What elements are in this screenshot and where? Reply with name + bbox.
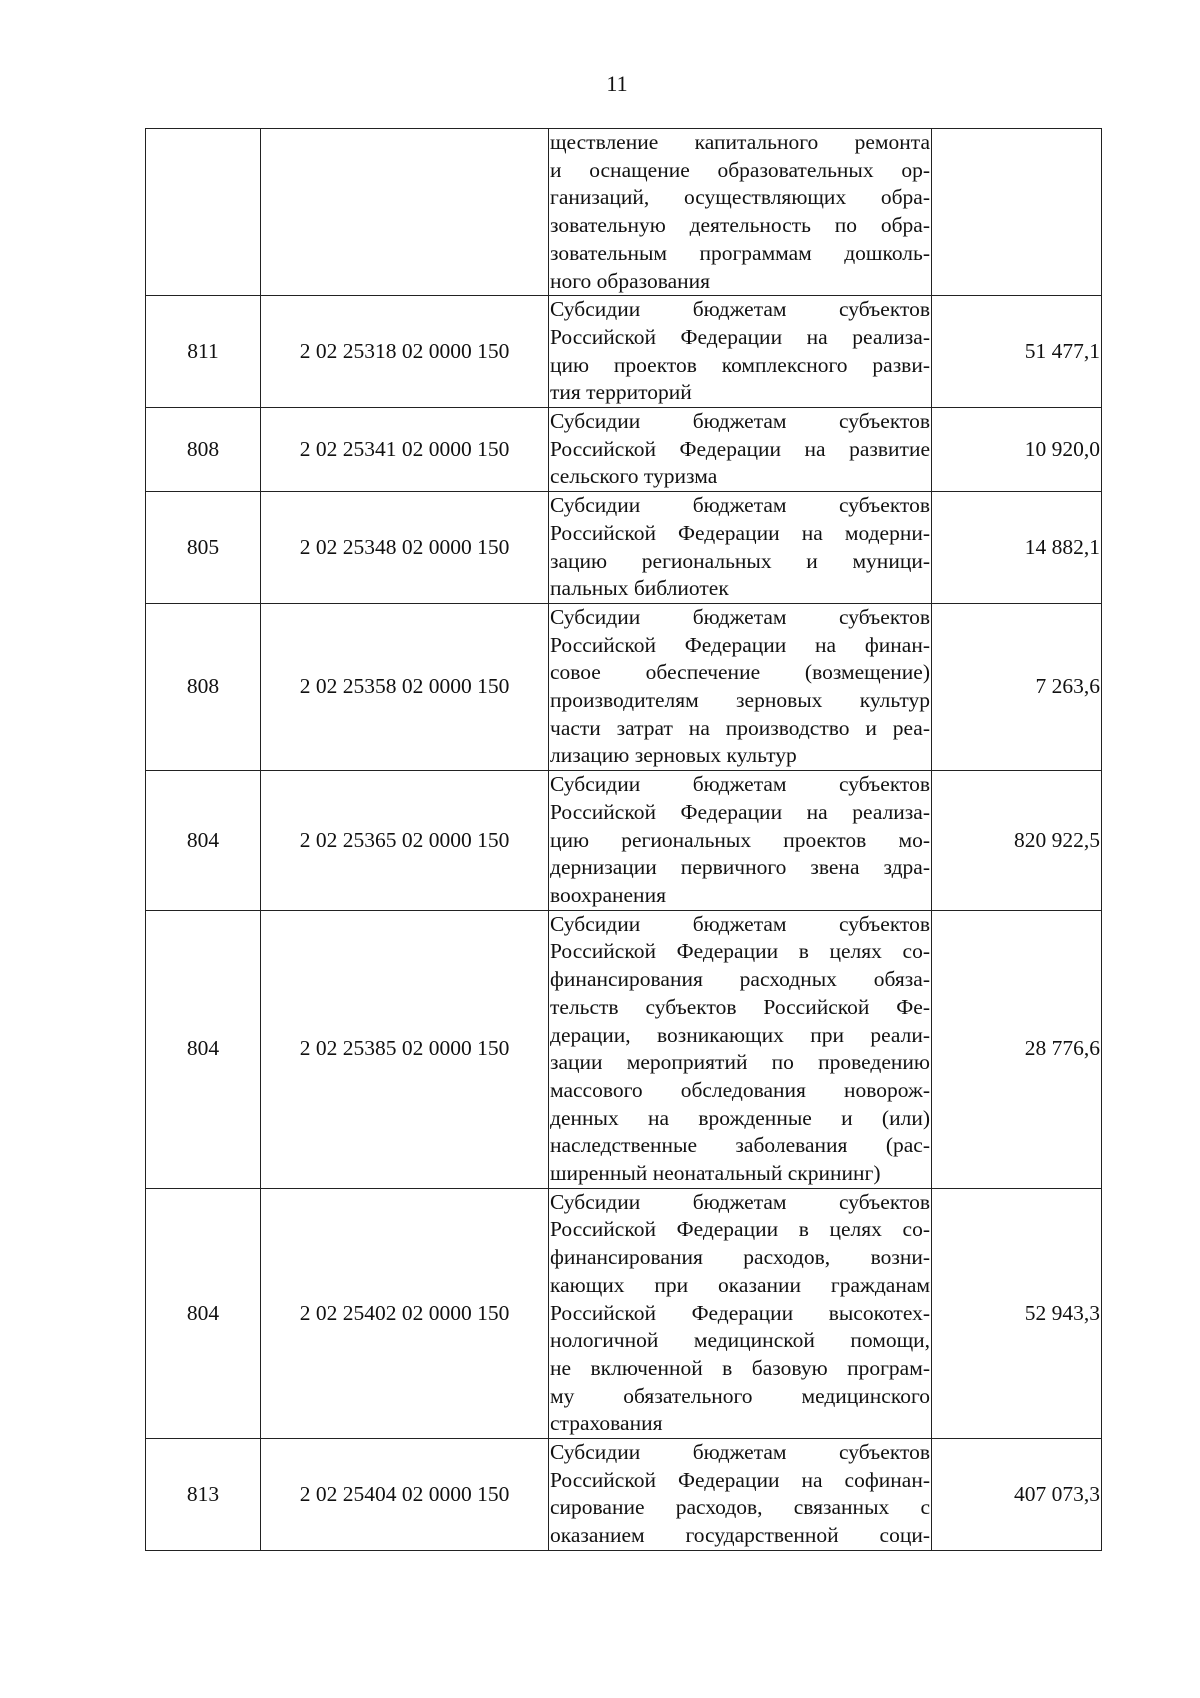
table-row bbox=[146, 910, 1102, 1188]
revenue-name-line: части затрат на производство и реа- bbox=[550, 715, 930, 740]
revenue-name-line: Российской Федерации на финан- bbox=[550, 632, 930, 657]
revenue-name-line: зовательную деятельность по обра- bbox=[550, 213, 930, 238]
amount-cell: 407 073,3 bbox=[932, 1439, 1102, 1551]
revenue-name-line: воохранения bbox=[550, 882, 666, 907]
revenue-name-line: сирование расходов, связанных с bbox=[550, 1495, 930, 1520]
revenue-name-line: Российской Федерации высокотех- bbox=[550, 1300, 930, 1325]
admin-code-cell: 804 bbox=[146, 1188, 261, 1438]
amount-cell: 28 776,6 bbox=[932, 910, 1102, 1188]
revenue-name-line: финансирования расходов, возни- bbox=[550, 1245, 930, 1270]
amount-cell: 52 943,3 bbox=[932, 1188, 1102, 1438]
revenue-name-line: производителям зерновых культур bbox=[550, 688, 930, 713]
revenue-name-line: Субсидии бюджетам субъектов bbox=[550, 911, 930, 936]
revenue-name-line: страхования bbox=[550, 1411, 663, 1436]
table-row bbox=[146, 1439, 1102, 1551]
revenue-name-line: денных на врожденные и (или) bbox=[550, 1105, 930, 1130]
admin-code-cell: 813 bbox=[146, 1439, 261, 1551]
revenue-name-line: Российской Федерации на модерни- bbox=[550, 520, 930, 545]
revenue-name-line: Российской Федерации на софинан- bbox=[550, 1467, 930, 1492]
revenue-name-cell bbox=[549, 910, 932, 1188]
revenue-name-line: тия территорий bbox=[550, 380, 692, 405]
revenue-code-cell: 2 02 25341 02 0000 150 bbox=[261, 408, 549, 492]
revenue-name-line: ширенный неонатальный скрининг) bbox=[550, 1161, 881, 1186]
table-row bbox=[146, 129, 1102, 296]
budget-revenue-table bbox=[145, 128, 1102, 1551]
revenue-code-cell: 2 02 25348 02 0000 150 bbox=[261, 492, 549, 604]
revenue-name-line: дернизации первичного звена здра- bbox=[550, 855, 930, 880]
revenue-name-line: финансирования расходных обяза- bbox=[550, 967, 930, 992]
revenue-name-line: Субсидии бюджетам субъектов bbox=[550, 297, 930, 322]
revenue-name-line: массового обследования новорож- bbox=[550, 1077, 930, 1102]
admin-code-cell bbox=[146, 129, 261, 296]
amount-cell: 7 263,6 bbox=[932, 603, 1102, 770]
revenue-name-line: цию региональных проектов мо- bbox=[550, 827, 930, 852]
revenue-name-line: Субсидии бюджетам субъектов bbox=[550, 1440, 930, 1465]
revenue-name-line: зацию региональных и муници- bbox=[550, 548, 930, 573]
revenue-name-line: зации мероприятий по проведению bbox=[550, 1050, 930, 1075]
revenue-name-line: Российской Федерации на реализа- bbox=[550, 324, 930, 349]
revenue-name-line: лизацию зерновых культур bbox=[550, 743, 797, 768]
revenue-name-line: Субсидии бюджетам субъектов bbox=[550, 1189, 930, 1214]
revenue-name-line: ного образования bbox=[550, 268, 711, 293]
admin-code-cell: 804 bbox=[146, 771, 261, 911]
revenue-name-cell bbox=[549, 492, 932, 604]
revenue-name-line: не включенной в базовую програм- bbox=[550, 1355, 930, 1380]
amount-cell: 10 920,0 bbox=[932, 408, 1102, 492]
admin-code-cell: 805 bbox=[146, 492, 261, 604]
revenue-name-line: наследственные заболевания (рас- bbox=[550, 1133, 930, 1158]
revenue-name-line: зовательным программам дошколь- bbox=[550, 240, 930, 265]
revenue-code-cell: 2 02 25385 02 0000 150 bbox=[261, 910, 549, 1188]
revenue-name-line: сельского туризма bbox=[550, 464, 718, 489]
revenue-name-line: оказанием государственной соци- bbox=[550, 1523, 930, 1548]
revenue-name-line: Российской Федерации в целях со- bbox=[550, 939, 930, 964]
revenue-name-line: и оснащение образовательных ор- bbox=[550, 157, 930, 182]
revenue-name-line: му обязательного медицинского bbox=[550, 1383, 930, 1408]
revenue-name-line: Субсидии бюджетам субъектов bbox=[550, 493, 930, 518]
amount-cell: 820 922,5 bbox=[932, 771, 1102, 911]
revenue-name-line: цию проектов комплексного разви- bbox=[550, 352, 930, 377]
revenue-name-line: Субсидии бюджетам субъектов bbox=[550, 604, 930, 629]
revenue-name-cell bbox=[549, 296, 932, 408]
amount-cell bbox=[932, 129, 1102, 296]
table-row bbox=[146, 1188, 1102, 1438]
revenue-name-line: Российской Федерации на развитие bbox=[550, 436, 930, 461]
revenue-name-line: Субсидии бюджетам субъектов bbox=[550, 772, 930, 797]
revenue-code-cell: 2 02 25404 02 0000 150 bbox=[261, 1439, 549, 1551]
admin-code-cell: 808 bbox=[146, 603, 261, 770]
revenue-name-line: Российской Федерации в целях со- bbox=[550, 1217, 930, 1242]
amount-cell: 14 882,1 bbox=[932, 492, 1102, 604]
revenue-name-line: тельств субъектов Российской Фе- bbox=[550, 994, 930, 1019]
revenue-name-cell bbox=[549, 1439, 932, 1551]
admin-code-cell: 808 bbox=[146, 408, 261, 492]
page-number: 11 bbox=[606, 71, 628, 96]
admin-code-cell: 811 bbox=[146, 296, 261, 408]
revenue-code-cell: 2 02 25365 02 0000 150 bbox=[261, 771, 549, 911]
revenue-code-cell bbox=[261, 129, 549, 296]
revenue-name-line: Российской Федерации на реализа- bbox=[550, 799, 930, 824]
revenue-name-cell bbox=[549, 1188, 932, 1438]
revenue-name-cell bbox=[549, 771, 932, 911]
revenue-code-cell: 2 02 25318 02 0000 150 bbox=[261, 296, 549, 408]
revenue-name-line: дерации, возникающих при реали- bbox=[550, 1022, 930, 1047]
revenue-code-cell: 2 02 25358 02 0000 150 bbox=[261, 603, 549, 770]
revenue-name-cell bbox=[549, 603, 932, 770]
revenue-name-line: Субсидии бюджетам субъектов bbox=[550, 409, 930, 434]
table-row bbox=[146, 771, 1102, 911]
table-body bbox=[146, 129, 1102, 1551]
revenue-name-cell bbox=[549, 129, 932, 296]
table-row bbox=[146, 603, 1102, 770]
revenue-name-line: совое обеспечение (возмещение) bbox=[550, 660, 930, 685]
revenue-name-line: кающих при оказании гражданам bbox=[550, 1272, 930, 1297]
table-row bbox=[146, 492, 1102, 604]
revenue-name-line: пальных библиотек bbox=[550, 576, 729, 601]
revenue-name-line: ществление капитального ремонта bbox=[550, 130, 930, 154]
amount-cell: 51 477,1 bbox=[932, 296, 1102, 408]
revenue-name-line: нологичной медицинской помощи, bbox=[550, 1328, 930, 1353]
table-row bbox=[146, 408, 1102, 492]
revenue-code-cell: 2 02 25402 02 0000 150 bbox=[261, 1188, 549, 1438]
revenue-name-line: ганизаций, осуществляющих обра- bbox=[550, 185, 930, 210]
admin-code-cell: 804 bbox=[146, 910, 261, 1188]
revenue-name-cell bbox=[549, 408, 932, 492]
table-row bbox=[146, 296, 1102, 408]
